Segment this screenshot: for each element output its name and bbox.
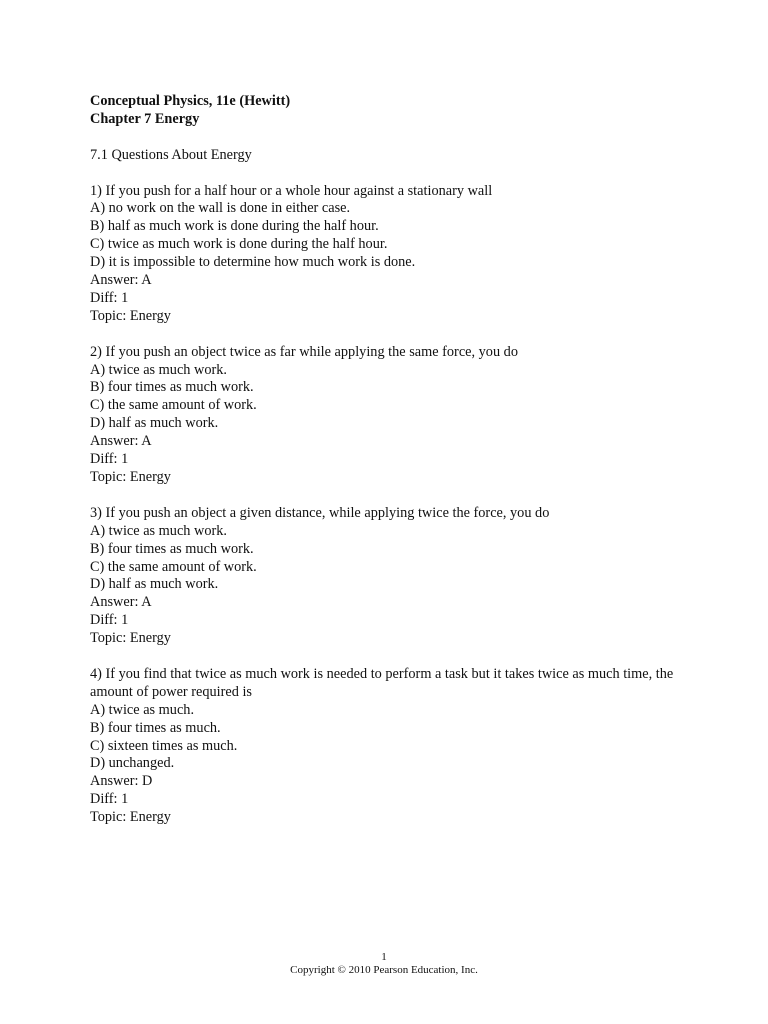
question-stem: 4) If you find that twice as much work is needed to perform a task but it takes twice as much time, the amount of power required is xyxy=(90,665,674,700)
spacer xyxy=(90,129,690,147)
answer-key: Answer: D xyxy=(90,773,153,790)
topic: Topic: Energy xyxy=(90,809,171,826)
question-block xyxy=(90,183,690,326)
answer-option: B) four times as much work. xyxy=(90,379,254,396)
spacer xyxy=(90,326,690,344)
answer-option: D) unchanged. xyxy=(90,755,175,772)
answer-option: C) sixteen times as much. xyxy=(90,737,238,754)
answer-option: C) twice as much work is done during the half hour. xyxy=(90,236,388,253)
answer-option: A) twice as much work. xyxy=(90,361,227,378)
topic: Topic: Energy xyxy=(90,468,171,485)
answer-option: A) no work on the wall is done in either case. xyxy=(90,200,351,217)
difficulty: Diff: 1 xyxy=(90,289,129,306)
answer-option: B) four times as much work. xyxy=(90,540,254,557)
question-block xyxy=(90,666,690,827)
book-title: Conceptual Physics, 11e (Hewitt) xyxy=(90,93,291,109)
answer-option: D) half as much work. xyxy=(90,415,219,432)
section-title: 7.1 Questions About Energy xyxy=(90,146,252,163)
answer-option: C) the same amount of work. xyxy=(90,397,257,414)
spacer xyxy=(90,165,690,183)
answer-option: D) it is impossible to determine how much work is done. xyxy=(90,254,416,271)
chapter-title: Chapter 7 Energy xyxy=(90,110,200,127)
spacer xyxy=(90,487,690,505)
answer-key: Answer: A xyxy=(90,594,152,611)
difficulty: Diff: 1 xyxy=(90,451,129,468)
answer-option: A) twice as much. xyxy=(90,701,195,718)
answer-option: D) half as much work. xyxy=(90,576,219,593)
difficulty: Diff: 1 xyxy=(90,612,129,629)
question-stem: 3) If you push an object a given distance, while applying twice the force, you do xyxy=(90,504,550,521)
difficulty: Diff: 1 xyxy=(90,791,129,808)
question-stem: 1) If you push for a half hour or a whole hour against a stationary wall xyxy=(90,182,493,199)
question-stem: 2) If you push an object twice as far while applying the same force, you do xyxy=(90,343,518,360)
answer-key: Answer: A xyxy=(90,433,152,450)
topic: Topic: Energy xyxy=(90,307,171,324)
spacer xyxy=(90,648,690,666)
topic: Topic: Energy xyxy=(90,630,171,647)
answer-option: B) four times as much. xyxy=(90,719,221,736)
answer-option: A) twice as much work. xyxy=(90,522,227,539)
copyright-notice: Copyright © 2010 Pearson Education, Inc. xyxy=(290,964,478,976)
document-body xyxy=(90,93,690,827)
question-block xyxy=(90,344,690,487)
answer-key: Answer: A xyxy=(90,272,152,289)
answer-option: C) the same amount of work. xyxy=(90,558,257,575)
question-block xyxy=(90,505,690,648)
page-number: 1 xyxy=(381,951,387,963)
answer-option: B) half as much work is done during the half hour. xyxy=(90,218,379,235)
